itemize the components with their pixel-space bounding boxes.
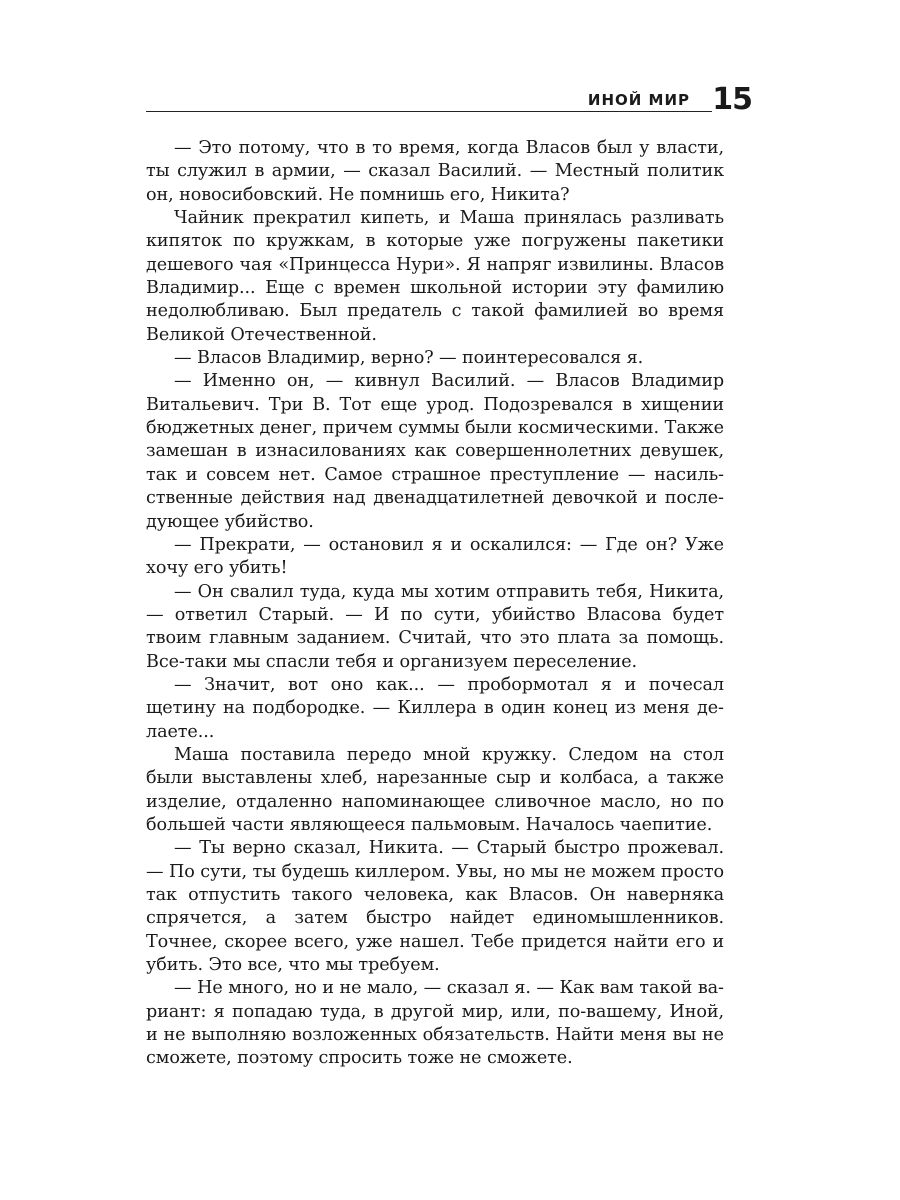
paragraph: Маша поставила передо мной кружку. Следом на стол были выставлены хлеб, нарезанные сыр и колбаса, а также изделие, отдаленно напоминающее сливочное масло, но по большей части являющееся пальмовым. Началось чаепитие. [146, 744, 724, 835]
paragraph: — Прекрати, — остановил я и оскалился: — Где он? Уже хочу его убить! [146, 534, 724, 579]
paragraph: — Ты верно сказал, Никита. — Старый быстро прожевал. — По сути, ты будешь киллером. Увы, но мы не можем просто так отпустить такого человека, как Власов. Он наверняка спрячется, а затем быстро найдет единомышленников. Точнее, скорее всего, уже нашел. Тебе придется найти его и убить. Это все, что мы требуем. [146, 838, 724, 976]
paragraph: — Он свалил туда, куда мы хотим отправить тебя, Никита, — ответил Старый. — И по сути, убийство Власова будет твоим главным заданием. Считай, что это плата за помощь. Все-таки мы спасли тебя и организуем переселение. [146, 581, 724, 672]
paragraph: — Именно он, — кивнул Василий. — Власов Владимир Витальевич. Три В. Тот еще урод. Подозревался в хищении бюджетных денег, причем суммы были космическими. Также замешан в изнасилованиях как совершеннолетних девушек, так и совсем нет. Самое страшное преступление — насильственные действия над двенадцатилетней девочкой и последующее убийство. [146, 371, 724, 532]
page-header [146, 82, 756, 122]
paragraph: Чайник прекратил кипеть, и Маша принялась разливать кипяток по кружкам, в которые уже погружены пакетики дешевого чая «Принцесса Нури». Я напряг извилины. Власов Владимир... Еще с времен школьной истории эту фамилию недолюбливаю. Был предатель с такой фамилией во время Великой Отечественной. [146, 208, 724, 345]
body-text [146, 137, 724, 1071]
header-rule [146, 111, 712, 112]
paragraph: — Это потому, что в то время, когда Власов был у власти, ты служил в армии, — сказал Василий. — Местный политик он, новосибовский. Не помнишь его, Никита? [146, 138, 724, 205]
paragraph: — Не много, но и не мало, — сказал я. — Как вам такой вариант: я попадаю туда, в другой мир, или, по-вашему, Иной, и не выполняю возложенных обязательств. Найти меня вы не сможете, поэтому спросить тоже не сможете. [146, 978, 724, 1069]
running-title: ИНОЙ МИР [582, 91, 694, 109]
paragraph: — Значит, вот оно как... — пробормотал я и почесал щетину на подбородке. — Киллера в один конец из меня делаете... [146, 674, 724, 742]
paragraph: — Власов Владимир, верно? — поинтересовался я. [174, 348, 644, 369]
page-number: 15 [712, 82, 752, 117]
